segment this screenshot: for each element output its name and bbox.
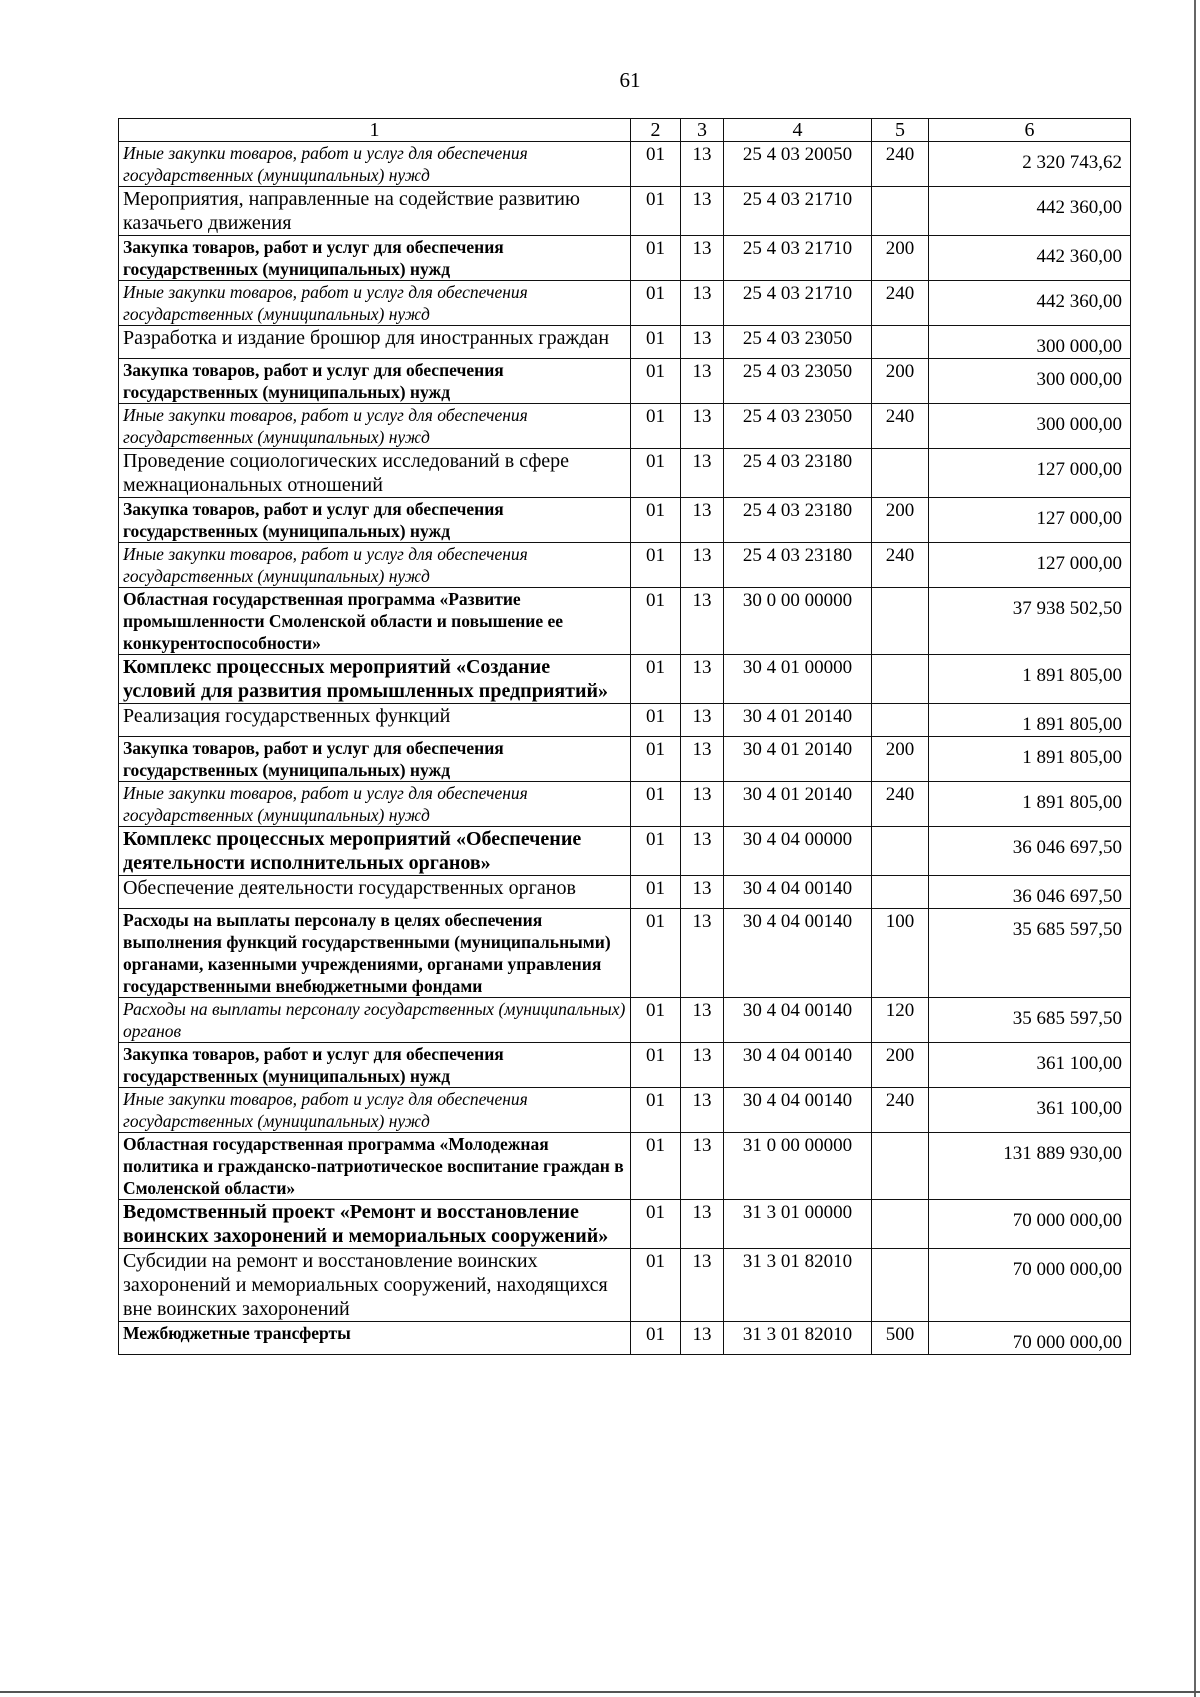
row-cell-c4: 30 4 01 20140	[724, 737, 872, 782]
row-cell-c2: 01	[631, 1200, 681, 1249]
row-cell-c6: 127 000,00	[929, 543, 1131, 588]
row-name-cell: Разработка и издание брошюр для иностранных граждан	[119, 326, 631, 359]
row-name-cell: Комплекс процессных мероприятий «Создание условий для развития промышленных предприятий»	[119, 655, 631, 704]
table-row	[119, 909, 1131, 998]
row-cell-c6: 442 360,00	[929, 236, 1131, 281]
row-cell-c5: 200	[872, 1043, 929, 1088]
row-cell-c3: 13	[681, 827, 724, 876]
table-row	[119, 998, 1131, 1043]
row-cell-c5: 200	[872, 498, 929, 543]
row-cell-c6: 127 000,00	[929, 498, 1131, 543]
row-cell-c2: 01	[631, 498, 681, 543]
table-row	[119, 281, 1131, 326]
table-row	[119, 498, 1131, 543]
table-row	[119, 1200, 1131, 1249]
row-cell-c5	[872, 187, 929, 236]
row-cell-c4: 25 4 03 21710	[724, 187, 872, 236]
row-cell-c6: 300 000,00	[929, 359, 1131, 404]
row-cell-c3: 13	[681, 359, 724, 404]
row-cell-c6: 36 046 697,50	[929, 876, 1131, 909]
row-cell-c5: 240	[872, 1088, 929, 1133]
row-cell-c5: 200	[872, 737, 929, 782]
row-name-cell: Иные закупки товаров, работ и услуг для обеспечения государственных (муниципальных) нужд	[119, 1088, 631, 1133]
table-row	[119, 588, 1131, 655]
header-col-2: 2	[631, 119, 681, 142]
row-cell-c6: 127 000,00	[929, 449, 1131, 498]
row-cell-c3: 13	[681, 1133, 724, 1200]
row-name-cell: Обеспечение деятельности государственных органов	[119, 876, 631, 909]
row-cell-c3: 13	[681, 655, 724, 704]
row-cell-c5	[872, 449, 929, 498]
header-col-4: 4	[724, 119, 872, 142]
row-cell-c4: 25 4 03 23180	[724, 449, 872, 498]
row-cell-c3: 13	[681, 1043, 724, 1088]
table-row	[119, 326, 1131, 359]
table-row	[119, 1088, 1131, 1133]
table-row	[119, 543, 1131, 588]
row-cell-c3: 13	[681, 909, 724, 998]
row-cell-c5: 240	[872, 281, 929, 326]
row-cell-c2: 01	[631, 909, 681, 998]
table-row	[119, 1043, 1131, 1088]
row-cell-c5	[872, 876, 929, 909]
row-cell-c3: 13	[681, 998, 724, 1043]
table-row	[119, 142, 1131, 187]
row-cell-c4: 30 4 01 00000	[724, 655, 872, 704]
row-cell-c2: 01	[631, 281, 681, 326]
row-cell-c6: 35 685 597,50	[929, 909, 1131, 998]
row-name-cell: Расходы на выплаты персоналу государственных (муниципальных) органов	[119, 998, 631, 1043]
header-col-6: 6	[929, 119, 1131, 142]
row-cell-c2: 01	[631, 404, 681, 449]
header-row	[119, 119, 1131, 142]
table-row	[119, 236, 1131, 281]
row-cell-c3: 13	[681, 737, 724, 782]
row-name-cell: Ведомственный проект «Ремонт и восстановление воинских захоронений и мемориальных сооружений»	[119, 1200, 631, 1249]
row-cell-c4: 25 4 03 23180	[724, 498, 872, 543]
row-cell-c6: 300 000,00	[929, 326, 1131, 359]
row-cell-c6: 300 000,00	[929, 404, 1131, 449]
row-cell-c2: 01	[631, 655, 681, 704]
row-name-cell: Межбюджетные трансферты	[119, 1322, 631, 1355]
row-cell-c5	[872, 655, 929, 704]
row-cell-c5: 240	[872, 404, 929, 449]
row-name-cell: Расходы на выплаты персоналу в целях обеспечения выполнения функций государственными (муниципальными) органами, казенными учреждениями, органами управления государственными внебюджетными фондами	[119, 909, 631, 998]
row-cell-c6: 1 891 805,00	[929, 782, 1131, 827]
row-cell-c5	[872, 1200, 929, 1249]
row-cell-c2: 01	[631, 1043, 681, 1088]
table-row	[119, 1249, 1131, 1322]
table-row	[119, 1133, 1131, 1200]
header-col-3: 3	[681, 119, 724, 142]
table-body	[119, 142, 1131, 1355]
row-cell-c3: 13	[681, 543, 724, 588]
row-cell-c6: 1 891 805,00	[929, 704, 1131, 737]
row-cell-c5: 100	[872, 909, 929, 998]
row-cell-c3: 13	[681, 498, 724, 543]
row-cell-c2: 01	[631, 236, 681, 281]
row-cell-c4: 31 0 00 00000	[724, 1133, 872, 1200]
table-row	[119, 704, 1131, 737]
row-cell-c5: 200	[872, 359, 929, 404]
row-cell-c5	[872, 827, 929, 876]
table-row	[119, 782, 1131, 827]
row-cell-c4: 25 4 03 23050	[724, 359, 872, 404]
table-row	[119, 1322, 1131, 1355]
row-cell-c5	[872, 588, 929, 655]
row-cell-c6: 1 891 805,00	[929, 655, 1131, 704]
row-cell-c5	[872, 326, 929, 359]
row-cell-c4: 30 0 00 00000	[724, 588, 872, 655]
row-cell-c6: 361 100,00	[929, 1088, 1131, 1133]
row-cell-c4: 30 4 04 00140	[724, 876, 872, 909]
row-cell-c3: 13	[681, 142, 724, 187]
row-cell-c2: 01	[631, 1088, 681, 1133]
row-cell-c3: 13	[681, 782, 724, 827]
row-name-cell: Субсидии на ремонт и восстановление воинских захоронений и мемориальных сооружений, находящихся вне воинских захоронений	[119, 1249, 631, 1322]
row-cell-c2: 01	[631, 876, 681, 909]
table-row	[119, 737, 1131, 782]
row-name-cell: Закупка товаров, работ и услуг для обеспечения государственных (муниципальных) нужд	[119, 1043, 631, 1088]
row-cell-c5: 500	[872, 1322, 929, 1355]
header-col-1: 1	[119, 119, 631, 142]
row-cell-c2: 01	[631, 326, 681, 359]
table-row	[119, 359, 1131, 404]
row-cell-c2: 01	[631, 142, 681, 187]
row-name-cell: Комплекс процессных мероприятий «Обеспечение деятельности исполнительных органов»	[119, 827, 631, 876]
row-cell-c5: 240	[872, 543, 929, 588]
row-cell-c3: 13	[681, 704, 724, 737]
budget-table	[118, 118, 1131, 1355]
row-cell-c6: 131 889 930,00	[929, 1133, 1131, 1200]
row-cell-c5	[872, 1249, 929, 1322]
row-cell-c4: 25 4 03 23180	[724, 543, 872, 588]
row-cell-c2: 01	[631, 187, 681, 236]
row-cell-c2: 01	[631, 827, 681, 876]
row-cell-c4: 31 3 01 00000	[724, 1200, 872, 1249]
table-row	[119, 187, 1131, 236]
row-cell-c5: 240	[872, 782, 929, 827]
row-cell-c4: 30 4 04 00140	[724, 998, 872, 1043]
row-cell-c3: 13	[681, 1200, 724, 1249]
row-cell-c6: 70 000 000,00	[929, 1200, 1131, 1249]
row-cell-c6: 36 046 697,50	[929, 827, 1131, 876]
row-cell-c2: 01	[631, 1249, 681, 1322]
row-name-cell: Закупка товаров, работ и услуг для обеспечения государственных (муниципальных) нужд	[119, 236, 631, 281]
row-cell-c6: 70 000 000,00	[929, 1249, 1131, 1322]
row-name-cell: Проведение социологических исследований в сфере межнациональных отношений	[119, 449, 631, 498]
row-cell-c6: 70 000 000,00	[929, 1322, 1131, 1355]
row-cell-c2: 01	[631, 588, 681, 655]
header-col-5: 5	[872, 119, 929, 142]
page-number: 61	[619, 68, 641, 92]
row-name-cell: Областная государственная программа «Развитие промышленности Смоленской области и повышение ее конкурентоспособности»	[119, 588, 631, 655]
table-row	[119, 404, 1131, 449]
table-row	[119, 876, 1131, 909]
row-cell-c6: 35 685 597,50	[929, 998, 1131, 1043]
row-cell-c3: 13	[681, 187, 724, 236]
row-cell-c4: 25 4 03 23050	[724, 404, 872, 449]
row-cell-c3: 13	[681, 1249, 724, 1322]
row-cell-c2: 01	[631, 449, 681, 498]
row-cell-c4: 30 4 01 20140	[724, 704, 872, 737]
row-name-cell: Областная государственная программа «Молодежная политика и гражданско-патриотическое воспитание граждан в Смоленской области»	[119, 1133, 631, 1200]
row-cell-c3: 13	[681, 326, 724, 359]
row-cell-c6: 361 100,00	[929, 1043, 1131, 1088]
row-name-cell: Иные закупки товаров, работ и услуг для обеспечения государственных (муниципальных) нужд	[119, 782, 631, 827]
row-cell-c6: 442 360,00	[929, 281, 1131, 326]
row-name-cell: Иные закупки товаров, работ и услуг для обеспечения государственных (муниципальных) нужд	[119, 543, 631, 588]
row-cell-c2: 01	[631, 998, 681, 1043]
scan-edge-right	[1194, 0, 1196, 1697]
row-name-cell: Закупка товаров, работ и услуг для обеспечения государственных (муниципальных) нужд	[119, 737, 631, 782]
row-cell-c4: 30 4 04 00140	[724, 1043, 872, 1088]
row-cell-c5	[872, 704, 929, 737]
row-name-cell: Иные закупки товаров, работ и услуг для обеспечения государственных (муниципальных) нужд	[119, 404, 631, 449]
row-cell-c4: 30 4 01 20140	[724, 782, 872, 827]
row-cell-c4: 30 4 04 00140	[724, 909, 872, 998]
table-row	[119, 655, 1131, 704]
row-cell-c3: 13	[681, 281, 724, 326]
row-cell-c6: 442 360,00	[929, 187, 1131, 236]
row-cell-c3: 13	[681, 876, 724, 909]
row-cell-c2: 01	[631, 737, 681, 782]
row-cell-c4: 25 4 03 23050	[724, 326, 872, 359]
row-name-cell: Иные закупки товаров, работ и услуг для обеспечения государственных (муниципальных) нужд	[119, 281, 631, 326]
row-cell-c3: 13	[681, 588, 724, 655]
row-cell-c2: 01	[631, 543, 681, 588]
row-cell-c4: 30 4 04 00000	[724, 827, 872, 876]
row-cell-c2: 01	[631, 782, 681, 827]
row-cell-c3: 13	[681, 1088, 724, 1133]
row-cell-c3: 13	[681, 404, 724, 449]
row-cell-c4: 25 4 03 21710	[724, 281, 872, 326]
row-cell-c5: 120	[872, 998, 929, 1043]
row-cell-c2: 01	[631, 1322, 681, 1355]
table-row	[119, 449, 1131, 498]
row-name-cell: Закупка товаров, работ и услуг для обеспечения государственных (муниципальных) нужд	[119, 498, 631, 543]
row-cell-c6: 2 320 743,62	[929, 142, 1131, 187]
row-cell-c5: 240	[872, 142, 929, 187]
table-row	[119, 827, 1131, 876]
row-cell-c2: 01	[631, 704, 681, 737]
row-cell-c4: 30 4 04 00140	[724, 1088, 872, 1133]
row-cell-c3: 13	[681, 236, 724, 281]
row-name-cell: Иные закупки товаров, работ и услуг для обеспечения государственных (муниципальных) нужд	[119, 142, 631, 187]
row-name-cell: Реализация государственных функций	[119, 704, 631, 737]
row-cell-c3: 13	[681, 1322, 724, 1355]
row-cell-c6: 37 938 502,50	[929, 588, 1131, 655]
row-cell-c3: 13	[681, 449, 724, 498]
row-cell-c2: 01	[631, 1133, 681, 1200]
row-cell-c4: 31 3 01 82010	[724, 1249, 872, 1322]
row-cell-c4: 31 3 01 82010	[724, 1322, 872, 1355]
row-name-cell: Мероприятия, направленные на содействие развитию казачьего движения	[119, 187, 631, 236]
row-cell-c4: 25 4 03 21710	[724, 236, 872, 281]
row-cell-c5: 200	[872, 236, 929, 281]
row-name-cell: Закупка товаров, работ и услуг для обеспечения государственных (муниципальных) нужд	[119, 359, 631, 404]
row-cell-c4: 25 4 03 20050	[724, 142, 872, 187]
row-cell-c6: 1 891 805,00	[929, 737, 1131, 782]
row-cell-c5	[872, 1133, 929, 1200]
row-cell-c2: 01	[631, 359, 681, 404]
scan-edge-bottom	[0, 1691, 1200, 1693]
